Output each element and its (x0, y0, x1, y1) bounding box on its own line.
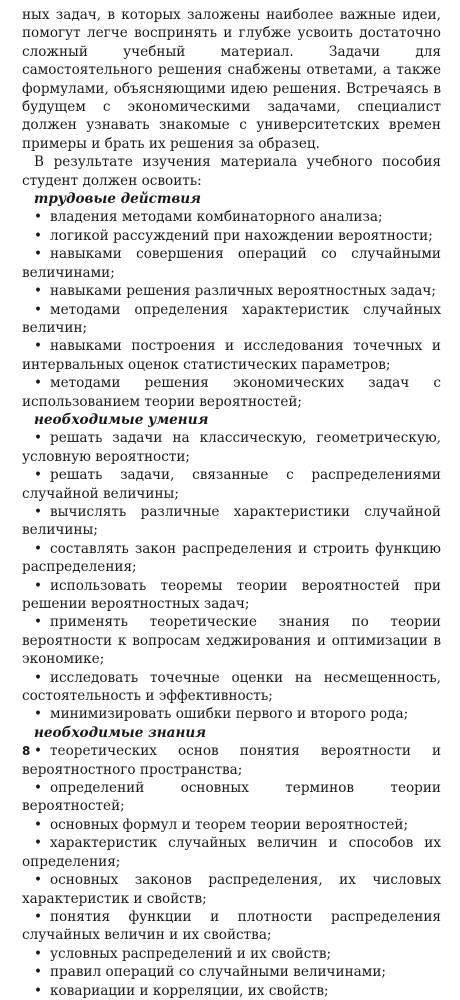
list-item (22, 705, 441, 723)
bullet-icon: • (34, 982, 43, 999)
list-item-text: логикой рассуждений при нахождении вероятности; (50, 227, 433, 244)
list-item (22, 503, 441, 540)
list-item-text: минимизировать ошибки первого и второго рода; (50, 706, 409, 723)
list-item-text: теоретических основ понятия вероятности и вероятностного пространства; (22, 743, 441, 778)
list-item (22, 816, 441, 834)
list-item (22, 282, 441, 300)
list-item-text: условных распределений и их свойств; (50, 945, 332, 962)
list-item-text: понятия функции и плотности распределения случайных величин и их свойства; (22, 908, 441, 944)
section-heading: необходимые знания (34, 724, 207, 741)
list-item-text: методами определения характеристик случайных величин; (22, 301, 441, 336)
page-body (22, 6, 441, 1000)
section-required-knowledge (22, 724, 441, 1000)
bullet-icon: • (34, 816, 43, 833)
list-item-text: навыками построения и исследования точечных и интервальных оценок статистических параметров; (22, 338, 441, 373)
list-item-text: ковариации и корреляции, их свойств; (50, 982, 329, 999)
bullet-icon: • (34, 908, 43, 925)
bullet-icon: • (34, 614, 43, 631)
list-item (22, 613, 441, 668)
list-item (22, 337, 441, 374)
bullet-icon: • (34, 706, 43, 723)
list-item-text: составлять закон распределения и строить функцию распределения; (22, 540, 441, 576)
list-item-text: навыками совершения операций со случайными величинами; (22, 246, 441, 281)
section-labor-actions (22, 190, 441, 411)
list-item (22, 779, 441, 816)
list-item (22, 466, 441, 503)
list-item (22, 227, 441, 245)
list-item (22, 834, 441, 871)
bullet-icon: • (34, 577, 43, 594)
list-item (22, 540, 441, 577)
list-item (22, 669, 441, 706)
list-item (22, 301, 441, 338)
list-item-text: вычислять различные характеристики случайной величины; (22, 503, 441, 539)
section-required-skills (22, 411, 441, 724)
list-item (22, 742, 441, 779)
intro-paragraph: ных задач, в которых заложены наиболее важные идеи, помогут легче воспринять и глубже усвоить достаточно сложный учебный материал. Задачи для самостоятельного решения снабжены ответами, а также формулами, объясняющими идею решения. Встречаясь в будущем с экономическими задачами, специалист должен узнавать знакомые с университетских времен примеры и брать их решения за образец. (22, 7, 441, 152)
list-item (22, 374, 441, 411)
list-item (22, 945, 441, 963)
list-item-text: навыками решения различных вероятностных задач; (50, 283, 436, 300)
bullet-icon: • (34, 872, 43, 889)
list-item (22, 208, 441, 226)
section-heading: трудовые действия (34, 191, 201, 208)
bullet-icon: • (34, 964, 43, 981)
list-item-text: основных формул и теорем теории вероятностей; (50, 816, 409, 833)
bullet-icon: • (34, 467, 43, 484)
list-item-text: использовать теоремы теории вероятностей при решении вероятностных задач; (22, 577, 441, 612)
list-item-text: решать задачи на классическую, геометрическую, условную вероятности; (22, 430, 441, 465)
list-item-text: определений основных терминов теории вероятностей; (22, 780, 441, 815)
list-item (22, 429, 441, 466)
list-item (22, 963, 441, 981)
list-item (22, 982, 441, 1000)
list-item-text: исследовать точечные оценки на несмещенность, состоятельность и эффективность; (22, 669, 441, 705)
bullet-icon: • (34, 945, 43, 962)
list-item-text: методами решения экономических задач с использованием теории вероятностей; (22, 375, 441, 410)
list-item-text: основных законов распределения, их числовых характеристик и свойств; (22, 872, 441, 907)
bullet-icon: • (34, 301, 43, 318)
list-item-text: решать задачи, связанные с распределениями случайной величины; (22, 467, 441, 502)
bullet-icon: • (34, 375, 43, 392)
list-item-text: владения методами комбинаторного анализа; (50, 209, 383, 226)
bullet-icon: • (34, 743, 43, 760)
bullet-icon: • (34, 780, 43, 797)
bullet-icon: • (34, 503, 43, 520)
list-item-text: правил операций со случайными величинами; (50, 964, 386, 981)
list-item-text: характеристик случайных величин и способов их определения; (22, 835, 441, 870)
bullet-icon: • (34, 338, 43, 355)
bullet-icon: • (34, 227, 43, 244)
bullet-icon: • (34, 540, 43, 557)
page-number: 8 (22, 744, 31, 758)
bullet-icon: • (34, 283, 43, 300)
bullet-icon: • (34, 246, 43, 263)
bullet-icon: • (34, 430, 43, 447)
list-item (22, 245, 441, 282)
list-item (22, 871, 441, 908)
bullet-icon: • (34, 209, 43, 226)
list-item (22, 908, 441, 945)
list-item-text: применять теоретические знания по теории вероятности к вопросам хеджирования и оптимизации в экономике; (22, 614, 441, 668)
outcomes-intro-paragraph: В результате изучения материала учебного пособия студент должен освоить: (22, 154, 441, 189)
bullet-icon: • (34, 669, 43, 686)
list-item (22, 577, 441, 614)
bullet-icon: • (34, 835, 43, 852)
section-heading: необходимые умения (34, 411, 209, 428)
